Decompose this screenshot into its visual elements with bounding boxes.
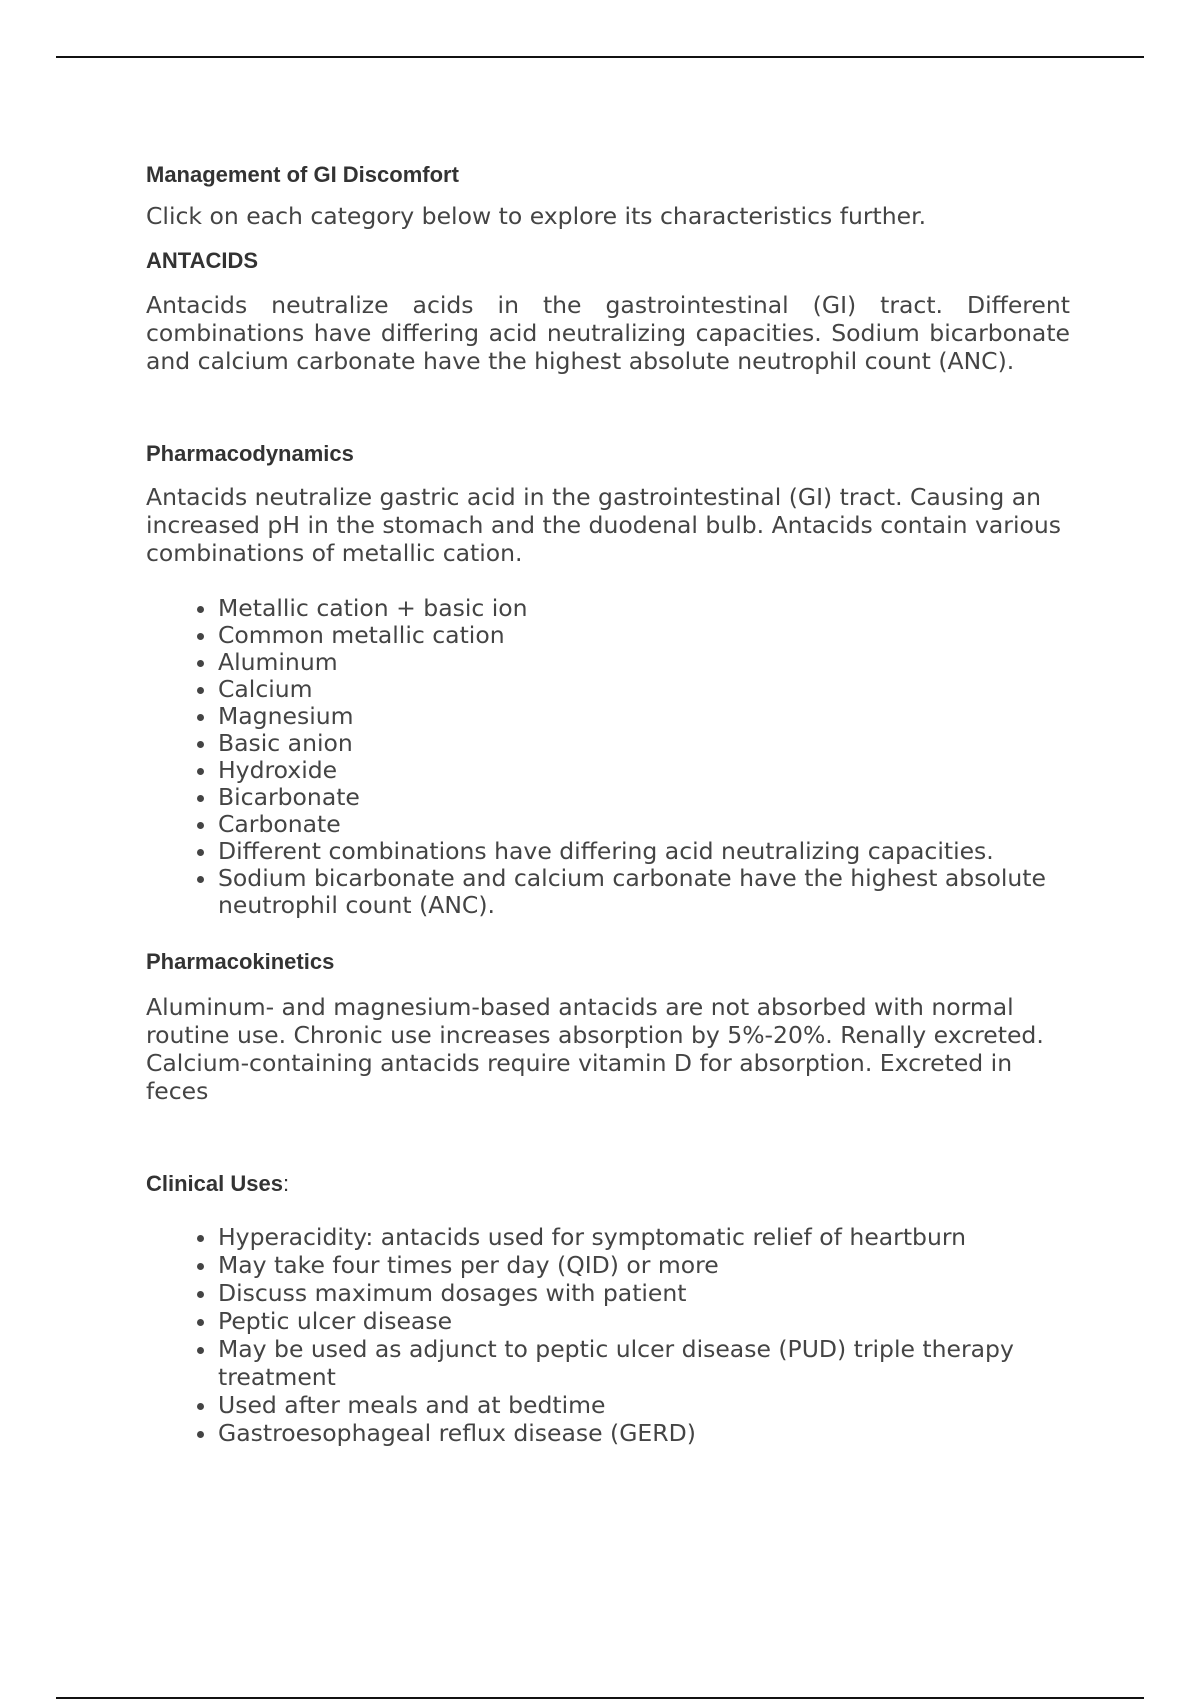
clinical-uses-heading-colon: : — [282, 1171, 290, 1196]
list-item: • Gastroesophageal reflux disease (GERD) — [218, 1419, 1070, 1447]
list-item: • Different combinations have differing acid neutralizing capacities. — [218, 838, 1070, 865]
list-item: • Sodium bicarbonate and calcium carbonate have the highest absolute neutrophil count (ANC). — [218, 865, 1070, 919]
clinical-uses-heading-label: Clinical Uses — [146, 1171, 283, 1196]
document-content — [146, 162, 1070, 1447]
antacids-text: Antacids neutralize acids in the gastrointestinal (GI) tract. Different combinations have differing acid neutralizing capacities. Sodium bicarbonate and calcium carbonate have the highest absolute neutrophil count (ANC). — [146, 291, 1070, 375]
pharmacokinetics-heading[interactable]: Pharmacokinetics — [146, 949, 335, 974]
top-rule — [56, 56, 1144, 58]
list-item: • Calcium — [218, 676, 1070, 703]
bottom-rule — [56, 1697, 1144, 1699]
list-item: • Common metallic cation — [218, 622, 1070, 649]
list-item: • Aluminum — [218, 649, 1070, 676]
list-item: • Peptic ulcer disease — [218, 1307, 1070, 1335]
list-item: • Metallic cation + basic ion — [218, 595, 1070, 622]
page-title: Management of GI Discomfort — [146, 162, 459, 187]
list-item: • Hydroxide — [218, 757, 1070, 784]
pharmacodynamics-list — [146, 595, 1070, 919]
list-item: • May be used as adjunct to peptic ulcer disease (PUD) triple therapy treatment — [218, 1335, 1070, 1391]
pharmacodynamics-text: Antacids neutralize gastric acid in the gastrointestinal (GI) tract. Causing an increased pH in the stomach and the duodenal bulb. Antacids contain various combinations of metallic cation. — [146, 483, 1061, 567]
clinical-uses-list — [146, 1223, 1070, 1447]
list-item: • Bicarbonate — [218, 784, 1070, 811]
list-item: • Carbonate — [218, 811, 1070, 838]
list-item: • Basic anion — [218, 730, 1070, 757]
pharmacokinetics-text: Aluminum- and magnesium-based antacids are not absorbed with normal routine use. Chronic use increases absorption by 5%-20%. Renally excreted. Calcium-containing antacids require vitamin D for absorption. Excreted in feces — [146, 993, 1044, 1105]
list-item: • Discuss maximum dosages with patient — [218, 1279, 1070, 1307]
antacids-heading[interactable]: ANTACIDS — [146, 248, 259, 273]
intro-text: Click on each category below to explore its characteristics further. — [146, 202, 927, 230]
list-item: • Used after meals and at bedtime — [218, 1391, 1070, 1419]
pharmacodynamics-heading[interactable]: Pharmacodynamics — [146, 441, 354, 466]
list-item: • Hyperacidity: antacids used for symptomatic relief of heartburn — [218, 1223, 1070, 1251]
list-item: • Magnesium — [218, 703, 1070, 730]
list-item: • May take four times per day (QID) or more — [218, 1251, 1070, 1279]
clinical-uses-heading[interactable] — [146, 1171, 1070, 1197]
